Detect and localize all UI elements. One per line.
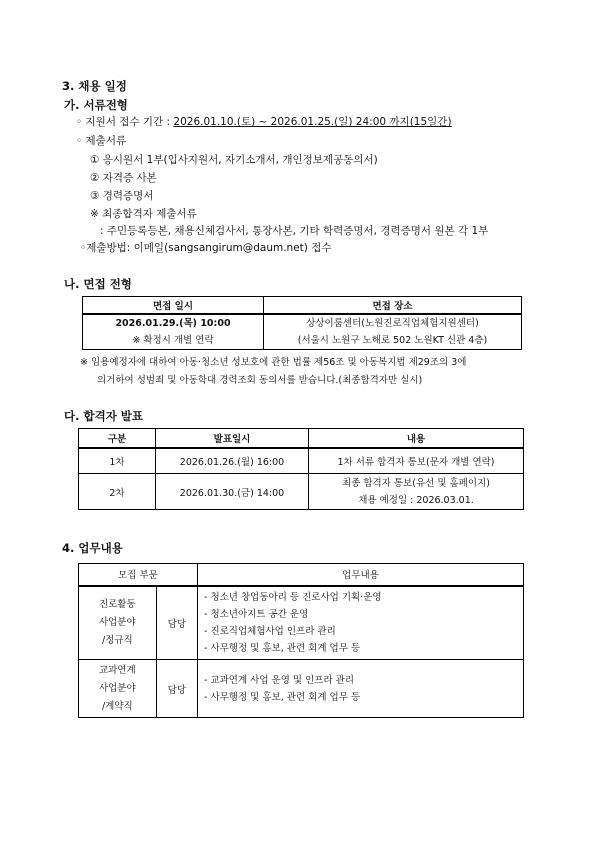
duty-item: - 청소년아지트 공간 운영 bbox=[204, 608, 309, 620]
interview-place: 상상이룸센터(노원진로직업체험지원센터) bbox=[306, 317, 479, 329]
interview-date: 2026.01.29.(목) 10:00 bbox=[115, 317, 231, 329]
role-cell: 담당 bbox=[156, 586, 197, 660]
duties-table bbox=[78, 563, 524, 718]
duties-cell bbox=[198, 660, 524, 718]
announcement-date: 2026.01.30.(금) 14:00 bbox=[156, 474, 309, 510]
duty-item: - 교과연계 사업 운영 및 인프라 관리 bbox=[204, 674, 355, 686]
final-docs-note: ※ 최종합격자 제출서류 bbox=[90, 208, 197, 220]
dept-name: 진로활동 bbox=[98, 598, 136, 610]
table-row bbox=[79, 474, 524, 510]
final-docs-list: : 주민등록등본, 채용신체검사서, 통장사본, 기타 학력증명서, 경력증명서 원본 각 1부 bbox=[100, 225, 489, 237]
duty-item: - 진로직업체험사업 인프라 관리 bbox=[204, 625, 336, 637]
announcement-content-cell bbox=[309, 474, 524, 510]
table-row bbox=[79, 660, 524, 718]
application-period bbox=[76, 114, 452, 129]
background-check-note-1: ※ 임용예정자에 대하여 아동·청소년 성보호에 관한 법률 제56조 및 아동복지법 제29조의 3에 bbox=[80, 357, 467, 368]
announcement-date: 2026.01.26.(월) 16:00 bbox=[156, 448, 309, 474]
document-item: ① 응시원서 1부(입사지원서, 자기소개서, 개인정보제공동의서) bbox=[90, 154, 378, 166]
announcement-table bbox=[78, 428, 524, 510]
announcement-content: 1차 서류 합격자 통보(문자 개별 연락) bbox=[309, 448, 524, 474]
section-na-title: 나. 면접 전형 bbox=[64, 277, 132, 291]
section-ga-title: 가. 서류전형 bbox=[64, 98, 128, 112]
duty-item: - 사무행정 및 홍보, 관련 회계 업무 등 bbox=[204, 691, 361, 703]
application-period-label: ◦ 지원서 접수 기간 : bbox=[76, 116, 174, 128]
dept-cell bbox=[79, 660, 157, 718]
interview-header-date: 면접 일시 bbox=[83, 297, 264, 314]
announcement-content: 최종 합격자 통보(유선 및 홈페이지) bbox=[342, 477, 490, 489]
duties-header-dept: 모집 부문 bbox=[79, 564, 198, 586]
dept-name: 교과연계 bbox=[98, 664, 136, 676]
dept-cell bbox=[79, 586, 157, 660]
interview-date-cell bbox=[83, 314, 264, 350]
announcement-header-date: 발표일시 bbox=[156, 429, 309, 448]
role-cell: 담당 bbox=[156, 660, 197, 718]
announcement-step: 1차 bbox=[79, 448, 156, 474]
announcement-step: 2차 bbox=[79, 474, 156, 510]
duty-item: - 사무행정 및 홍보, 관련 회계 업무 등 bbox=[204, 642, 361, 654]
interview-table bbox=[82, 296, 522, 350]
dept-type: /계약직 bbox=[101, 700, 133, 712]
document-item: ③ 경력증명서 bbox=[90, 190, 154, 202]
section-4-title: 4. 업무내용 bbox=[62, 541, 123, 555]
interview-address: (서울시 노원구 노해로 502 노원KT 신관 4층) bbox=[297, 334, 488, 346]
announcement-header-step: 구분 bbox=[79, 429, 156, 448]
hiring-date: 채용 예정일 : 2026.03.01. bbox=[358, 494, 474, 506]
section-3-title: 3. 채용 일정 bbox=[62, 79, 127, 93]
dept-type: /정규직 bbox=[101, 634, 133, 646]
duty-item: - 청소년 창업동아리 등 진로사업 기획·운영 bbox=[204, 591, 382, 603]
documents-label: ◦ 제출서류 bbox=[76, 135, 127, 147]
submission-method: ◦제출방법: 이메일(sangsangirum@daum.net) 접수 bbox=[80, 242, 332, 254]
dept-name: 사업분야 bbox=[98, 616, 136, 628]
interview-date-note: ※ 확정시 개별 연락 bbox=[132, 334, 214, 346]
interview-header-place: 면접 장소 bbox=[264, 297, 522, 314]
interview-place-cell bbox=[264, 314, 522, 350]
announcement-header-content: 내용 bbox=[309, 429, 524, 448]
section-da-title: 다. 합격자 발표 bbox=[64, 409, 144, 423]
background-check-note-2: 의거하여 성범죄 및 아동학대 경력조회 동의서를 받습니다.(최종합격자만 실시) bbox=[97, 375, 423, 386]
table-row bbox=[79, 586, 524, 660]
document-item: ② 자격증 사본 bbox=[90, 172, 157, 184]
duties-header-content: 업무내용 bbox=[198, 564, 524, 586]
application-period-value: 2026.01.10.(토) ~ 2026.01.25.(일) 24:00 까지(15일간) bbox=[173, 116, 452, 128]
duties-cell bbox=[198, 586, 524, 660]
table-row bbox=[79, 448, 524, 474]
dept-name: 사업분야 bbox=[98, 682, 136, 694]
